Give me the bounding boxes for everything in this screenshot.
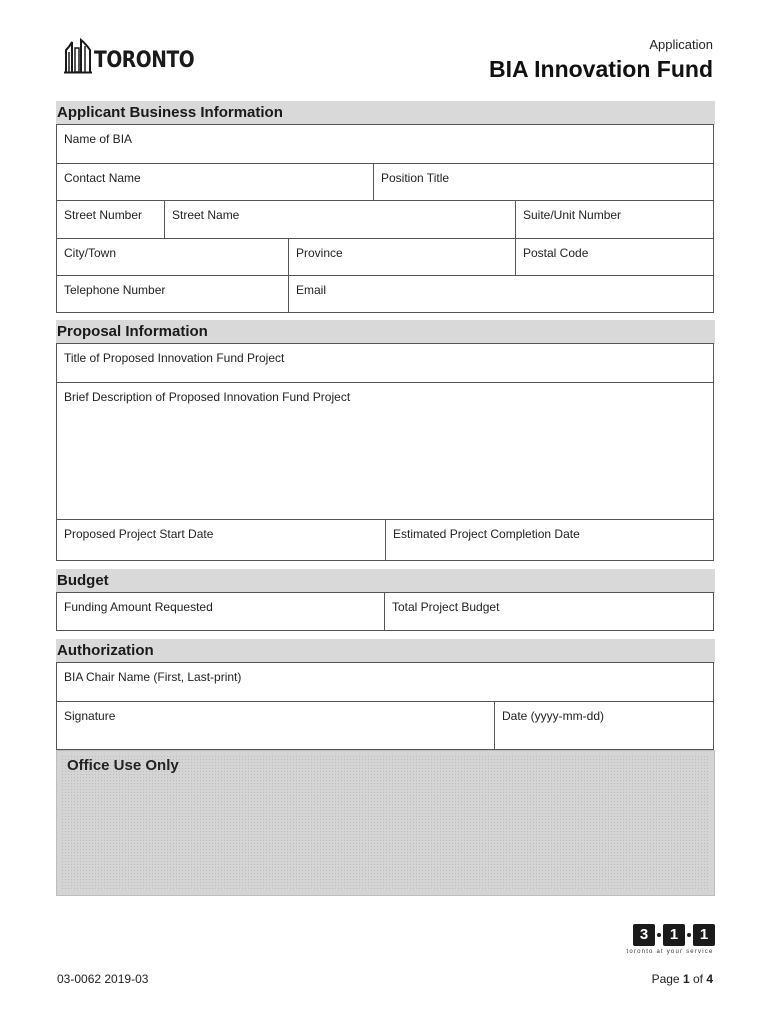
chair-name-field[interactable] bbox=[57, 663, 713, 701]
field-label: Position Title bbox=[381, 171, 450, 185]
telephone-field[interactable] bbox=[57, 276, 288, 312]
budget-form bbox=[56, 592, 714, 631]
badge-digit: 1 bbox=[693, 924, 715, 946]
section-heading-applicant: Applicant Business Information bbox=[56, 101, 715, 125]
field-label: Funding Amount Requested bbox=[64, 600, 213, 614]
email-field[interactable] bbox=[288, 276, 713, 312]
field-label: City/Town bbox=[64, 246, 117, 260]
page-total: 4 bbox=[706, 972, 713, 986]
completion-date-field[interactable] bbox=[385, 520, 713, 560]
signature-field[interactable] bbox=[57, 702, 494, 749]
funding-requested-field[interactable] bbox=[57, 593, 384, 630]
form-row bbox=[57, 382, 713, 519]
field-label: Suite/Unit Number bbox=[523, 208, 622, 222]
page-prefix: Page bbox=[651, 972, 683, 986]
form-row bbox=[57, 663, 713, 701]
section-heading-proposal: Proposal Information bbox=[56, 320, 715, 344]
form-code: 03-0062 2019-03 bbox=[57, 972, 149, 986]
badge-digit: 1 bbox=[663, 924, 685, 946]
page-of: of bbox=[689, 972, 707, 986]
total-budget-field[interactable] bbox=[384, 593, 713, 630]
form-row bbox=[57, 344, 713, 382]
form-row bbox=[57, 519, 713, 560]
project-description-field[interactable] bbox=[57, 383, 713, 519]
page-title: BIA Innovation Fund bbox=[488, 56, 713, 82]
applicant-form bbox=[56, 124, 714, 313]
street-number-field[interactable] bbox=[57, 201, 164, 238]
authorization-form bbox=[56, 662, 714, 750]
field-label: Province bbox=[296, 246, 343, 260]
badge-dot bbox=[657, 933, 661, 937]
section-heading-authorization: Authorization bbox=[56, 639, 715, 663]
field-label: Contact Name bbox=[64, 171, 141, 185]
form-row bbox=[57, 701, 713, 749]
field-label: Title of Proposed Innovation Fund Project bbox=[64, 351, 285, 365]
field-label: Email bbox=[296, 283, 327, 297]
city-hall-icon bbox=[64, 36, 94, 74]
form-row bbox=[57, 275, 713, 312]
document-type: Application bbox=[649, 37, 713, 52]
field-label: Total Project Budget bbox=[392, 600, 500, 614]
page-current: 1 bbox=[682, 972, 690, 986]
field-label: Signature bbox=[64, 709, 116, 723]
office-use-heading: Office Use Only bbox=[67, 757, 179, 774]
field-label: Postal Code bbox=[523, 246, 589, 260]
start-date-field[interactable] bbox=[57, 520, 385, 560]
proposal-form bbox=[56, 343, 714, 561]
section-heading-budget: Budget bbox=[56, 569, 715, 593]
field-label: Street Name bbox=[172, 208, 240, 222]
form-row bbox=[57, 125, 713, 163]
position-title-field[interactable] bbox=[373, 164, 713, 200]
field-label: Proposed Project Start Date bbox=[64, 527, 214, 541]
contact-name-field[interactable] bbox=[57, 164, 373, 200]
project-title-field[interactable] bbox=[57, 344, 713, 382]
field-label: Estimated Project Completion Date bbox=[393, 527, 580, 541]
field-label: Date (yyyy-mm-dd) bbox=[502, 709, 605, 723]
field-label: Telephone Number bbox=[64, 283, 166, 297]
form-row bbox=[57, 238, 713, 275]
form-row bbox=[57, 163, 713, 200]
office-use-area bbox=[61, 755, 710, 891]
form-row bbox=[57, 200, 713, 238]
name-of-bia-field[interactable] bbox=[57, 125, 713, 163]
badge-tagline: toronto at your service bbox=[626, 949, 714, 955]
311-badge bbox=[625, 924, 715, 958]
field-label: BIA Chair Name (First, Last-print) bbox=[64, 670, 242, 684]
field-label: Name of BIA bbox=[64, 132, 133, 146]
badge-digit: 3 bbox=[633, 924, 655, 946]
city-town-field[interactable] bbox=[57, 239, 288, 275]
suite-unit-field[interactable] bbox=[515, 201, 713, 238]
form-row bbox=[57, 593, 713, 630]
badge-dot bbox=[687, 933, 691, 937]
city-of-toronto-logo bbox=[64, 36, 195, 76]
office-use-box bbox=[56, 750, 715, 896]
province-field[interactable] bbox=[288, 239, 515, 275]
date-field[interactable] bbox=[494, 702, 713, 749]
logo-wordmark: TORONTO bbox=[94, 48, 195, 73]
street-name-field[interactable] bbox=[164, 201, 515, 238]
field-label: Street Number bbox=[64, 208, 143, 222]
postal-code-field[interactable] bbox=[515, 239, 713, 275]
field-label: Brief Description of Proposed Innovation Fund Project bbox=[64, 390, 351, 404]
page-number bbox=[652, 972, 713, 986]
